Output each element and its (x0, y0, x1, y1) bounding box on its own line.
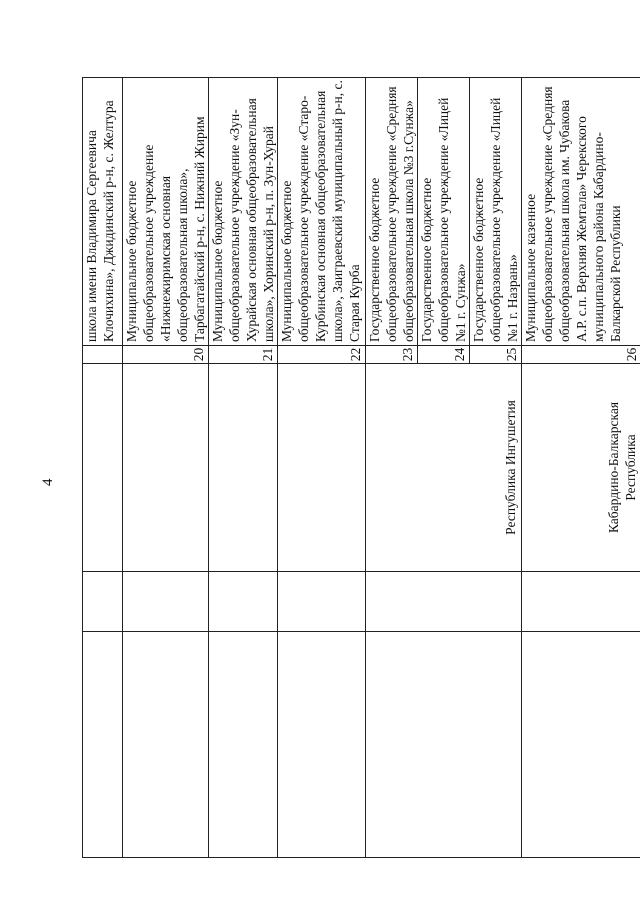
table-row (123, 78, 209, 858)
table-row (522, 78, 640, 858)
schools-table (82, 77, 640, 858)
table-row (278, 78, 366, 858)
empty-cell (123, 632, 209, 858)
school-name: Муниципальное бюджетное общеобразовательное учреждение «Старо-Курбинская основная общеобразовательная школа», Заиграевский муниципальный р-н, с. Старая Курба (278, 78, 366, 346)
empty-cell (209, 572, 278, 632)
empty-cell (83, 632, 123, 858)
empty-cell (209, 364, 278, 572)
row-number: 21 (209, 346, 278, 364)
document-table-rotated (82, 78, 638, 858)
row-number: 23 (366, 346, 418, 364)
empty-cell (123, 364, 209, 572)
empty-cell (522, 572, 640, 632)
table-row-continuation (83, 78, 123, 858)
empty-cell (83, 364, 123, 572)
empty-cell (366, 632, 522, 858)
empty-cell (366, 572, 522, 632)
empty-cell (278, 364, 366, 572)
empty-cell (278, 572, 366, 632)
empty-cell (278, 632, 366, 858)
school-name: Муниципальное бюджетное общеобразовательное учреждение «Нижнежиримская основная общеобразовательная школа», Тарбагатайский р-н, с. Нижний Жирим (123, 78, 209, 346)
school-name: Государственное бюджетное общеобразовательное учреждение «Лицей №1 г. Назрань» (470, 78, 522, 346)
empty-cell (522, 632, 640, 858)
region-cell-ingushetia: Республика Ингушетия (366, 364, 522, 572)
school-name: Государственное бюджетное общеобразовательное учреждение «Лицей №1 г. Сунжа» (418, 78, 470, 346)
empty-cell (209, 632, 278, 858)
row-number: 20 (123, 346, 209, 364)
school-name: Муниципальное казенное общеобразовательное учреждение «Средняя общеобразовательная школа им. Чубакова А.Р. с.п. Верхняя Жемтала» Черекского муниципального района Кабардино-Балкарской Республики (522, 78, 640, 346)
school-name: Муниципальное бюджетное общеобразовательное учреждение «Зун-Хурайская основная общеобразовательная школа», Хоринский р-н, п. Зун-Хурай (209, 78, 278, 346)
row-number: 24 (418, 346, 470, 364)
empty-cell (83, 572, 123, 632)
region-cell-kabardino-balkaria: Кабардино-Балкарская Республика (522, 364, 640, 572)
table-row (366, 78, 418, 858)
row-number: 26 (522, 346, 640, 364)
school-name-continuation: школа имени Владимира Сергеевича Клочихина», Джидинский р-н, с. Желтура (83, 78, 123, 346)
empty-cell (123, 572, 209, 632)
table-row (209, 78, 278, 858)
row-number: 25 (470, 346, 522, 364)
row-number: 22 (278, 346, 366, 364)
school-name: Государственное бюджетное общеобразовательное учреждение «Средняя общеобразовательная школа №3 г.Сунжа» (366, 78, 418, 346)
row-number-empty (83, 346, 123, 364)
page-number: 4 (40, 478, 56, 486)
